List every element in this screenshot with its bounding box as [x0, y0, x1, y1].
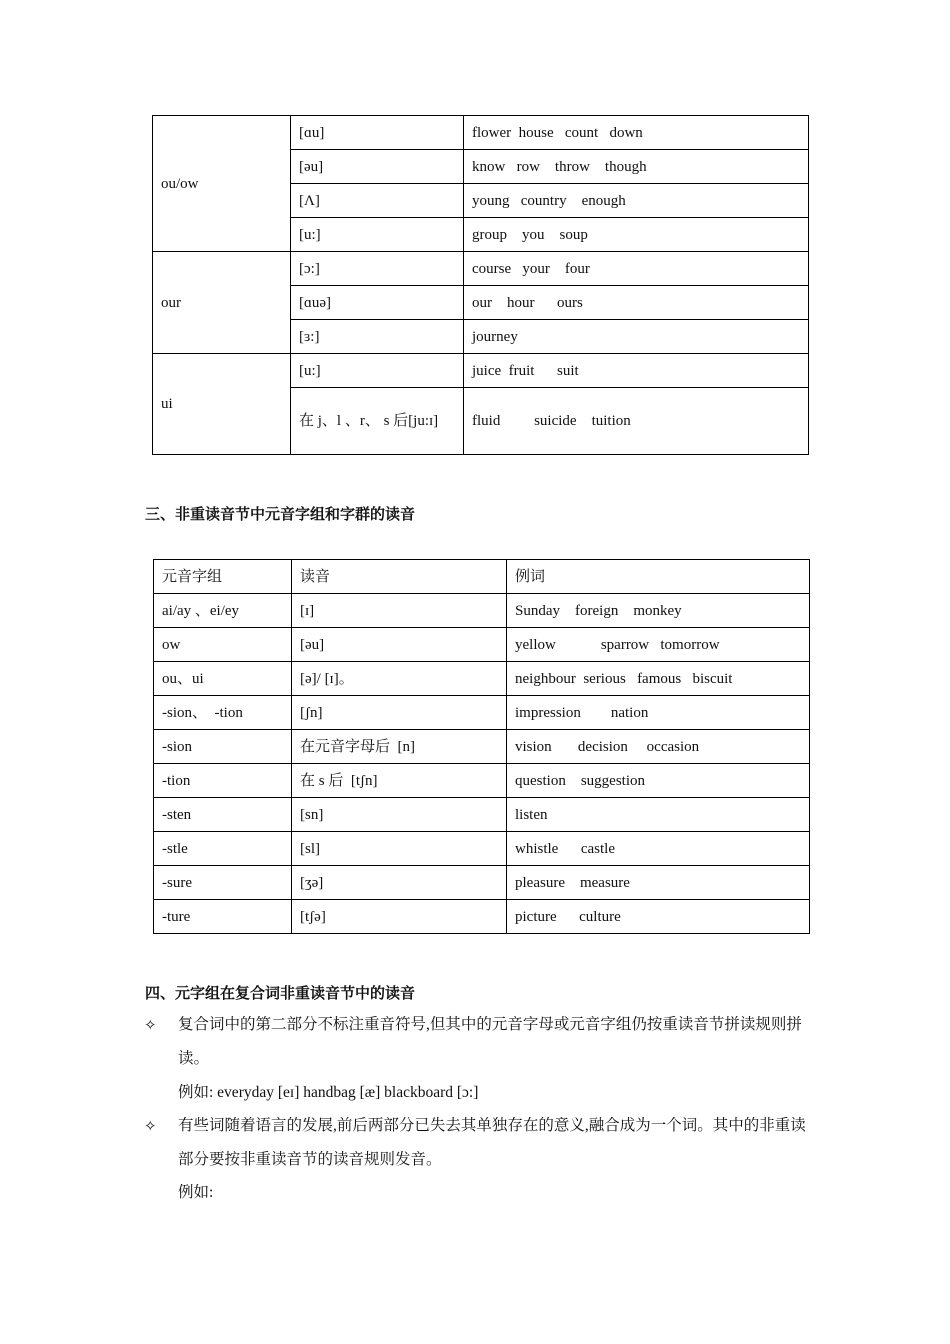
section-heading-3: 三、非重读音节中元音字组和字群的读音	[145, 505, 416, 523]
examples-cell: journey	[464, 320, 809, 354]
sound-cell: 在元音字母后 [n]	[292, 730, 507, 764]
examples-cell: know row throw though	[464, 150, 809, 184]
group-cell: -stle	[154, 832, 292, 866]
group-cell: ou、ui	[154, 662, 292, 696]
sound-cell: [u:]	[291, 218, 464, 252]
examples-cell: young country enough	[464, 184, 809, 218]
table-row	[154, 696, 810, 730]
sound-cell: [ɑu]	[291, 116, 464, 150]
examples-cell: picture culture	[507, 900, 810, 934]
header-cell-examples: 例词	[507, 560, 810, 594]
table-row	[154, 594, 810, 628]
sound-cell: [ɔ:]	[291, 252, 464, 286]
paragraph-compound-stress: 复合词中的第二部分不标注重音符号,但其中的元音字母或元音字组仍按重读音节拼读规则拼读。	[178, 1016, 802, 1067]
sound-cell: [sl]	[292, 832, 507, 866]
table-row	[154, 866, 810, 900]
bullet-star-icon: ✧	[144, 1016, 157, 1034]
group-cell: -sure	[154, 866, 292, 900]
group-cell: ui	[153, 354, 291, 455]
bullet-star-icon: ✧	[144, 1117, 157, 1135]
sound-cell: [Λ]	[291, 184, 464, 218]
table-row	[154, 730, 810, 764]
table-row	[153, 354, 809, 388]
group-cell: -sion	[154, 730, 292, 764]
table-header-row	[154, 560, 810, 594]
sound-cell: [ə]/ [ɪ]。	[292, 662, 507, 696]
examples-cell: yellow sparrow tomorrow	[507, 628, 810, 662]
examples-cell: question suggestion	[507, 764, 810, 798]
group-cell: ou/ow	[153, 116, 291, 252]
sound-cell: [ɑuə]	[291, 286, 464, 320]
examples-cell: course your four	[464, 252, 809, 286]
examples-cell: fluid suicide tuition	[464, 388, 809, 455]
group-cell: -tion	[154, 764, 292, 798]
example-line: 例如: everyday [eɪ] handbag [æ] blackboard [ɔ:]	[178, 1084, 479, 1101]
examples-cell: neighbour serious famous biscuit	[507, 662, 810, 696]
examples-cell: group you soup	[464, 218, 809, 252]
section-heading-4: 四、元字组在复合词非重读音节中的读音	[145, 984, 416, 1002]
examples-cell: juice fruit suit	[464, 354, 809, 388]
examples-cell: whistle castle	[507, 832, 810, 866]
example-line: 例如:	[178, 1184, 214, 1201]
sound-cell: [ɪ]	[292, 594, 507, 628]
group-cell: ai/ay 、ei/ey	[154, 594, 292, 628]
examples-cell: our hour ours	[464, 286, 809, 320]
sound-cell: [u:]	[291, 354, 464, 388]
group-cell: -ture	[154, 900, 292, 934]
examples-cell: Sunday foreign monkey	[507, 594, 810, 628]
sound-cell: [ɜ:]	[291, 320, 464, 354]
table-row	[154, 798, 810, 832]
sound-cell: 在 s 后 [tʃn]	[292, 764, 507, 798]
table-row	[154, 900, 810, 934]
header-cell-sound: 读音	[292, 560, 507, 594]
group-cell: ow	[154, 628, 292, 662]
examples-cell: listen	[507, 798, 810, 832]
table-row	[154, 832, 810, 866]
table-row	[154, 628, 810, 662]
sound-cell: 在 j、l 、r、 s 后[ju:ɪ]	[291, 388, 464, 455]
sound-cell: [əu]	[292, 628, 507, 662]
group-cell: our	[153, 252, 291, 354]
sound-cell: [ʃn]	[292, 696, 507, 730]
sound-cell: [əu]	[291, 150, 464, 184]
unstressed-syllable-table	[153, 559, 810, 934]
paragraph-fused-words: 有些词随着语言的发展,前后两部分已失去其单独存在的意义,融合成为一个词。其中的非重读部分要按非重读音节的读音规则发音。	[178, 1117, 806, 1168]
sound-cell: [sn]	[292, 798, 507, 832]
examples-cell: vision decision occasion	[507, 730, 810, 764]
table-row	[154, 764, 810, 798]
group-cell: -sten	[154, 798, 292, 832]
sound-cell: [tʃə]	[292, 900, 507, 934]
header-cell-group: 元音字组	[154, 560, 292, 594]
table-row	[153, 252, 809, 286]
examples-cell: impression nation	[507, 696, 810, 730]
vowel-combination-table-continued	[152, 115, 809, 455]
examples-cell: flower house count down	[464, 116, 809, 150]
sound-cell: [ʒə]	[292, 866, 507, 900]
examples-cell: pleasure measure	[507, 866, 810, 900]
table-row	[154, 662, 810, 696]
group-cell: -sion、 -tion	[154, 696, 292, 730]
table-row	[153, 116, 809, 150]
